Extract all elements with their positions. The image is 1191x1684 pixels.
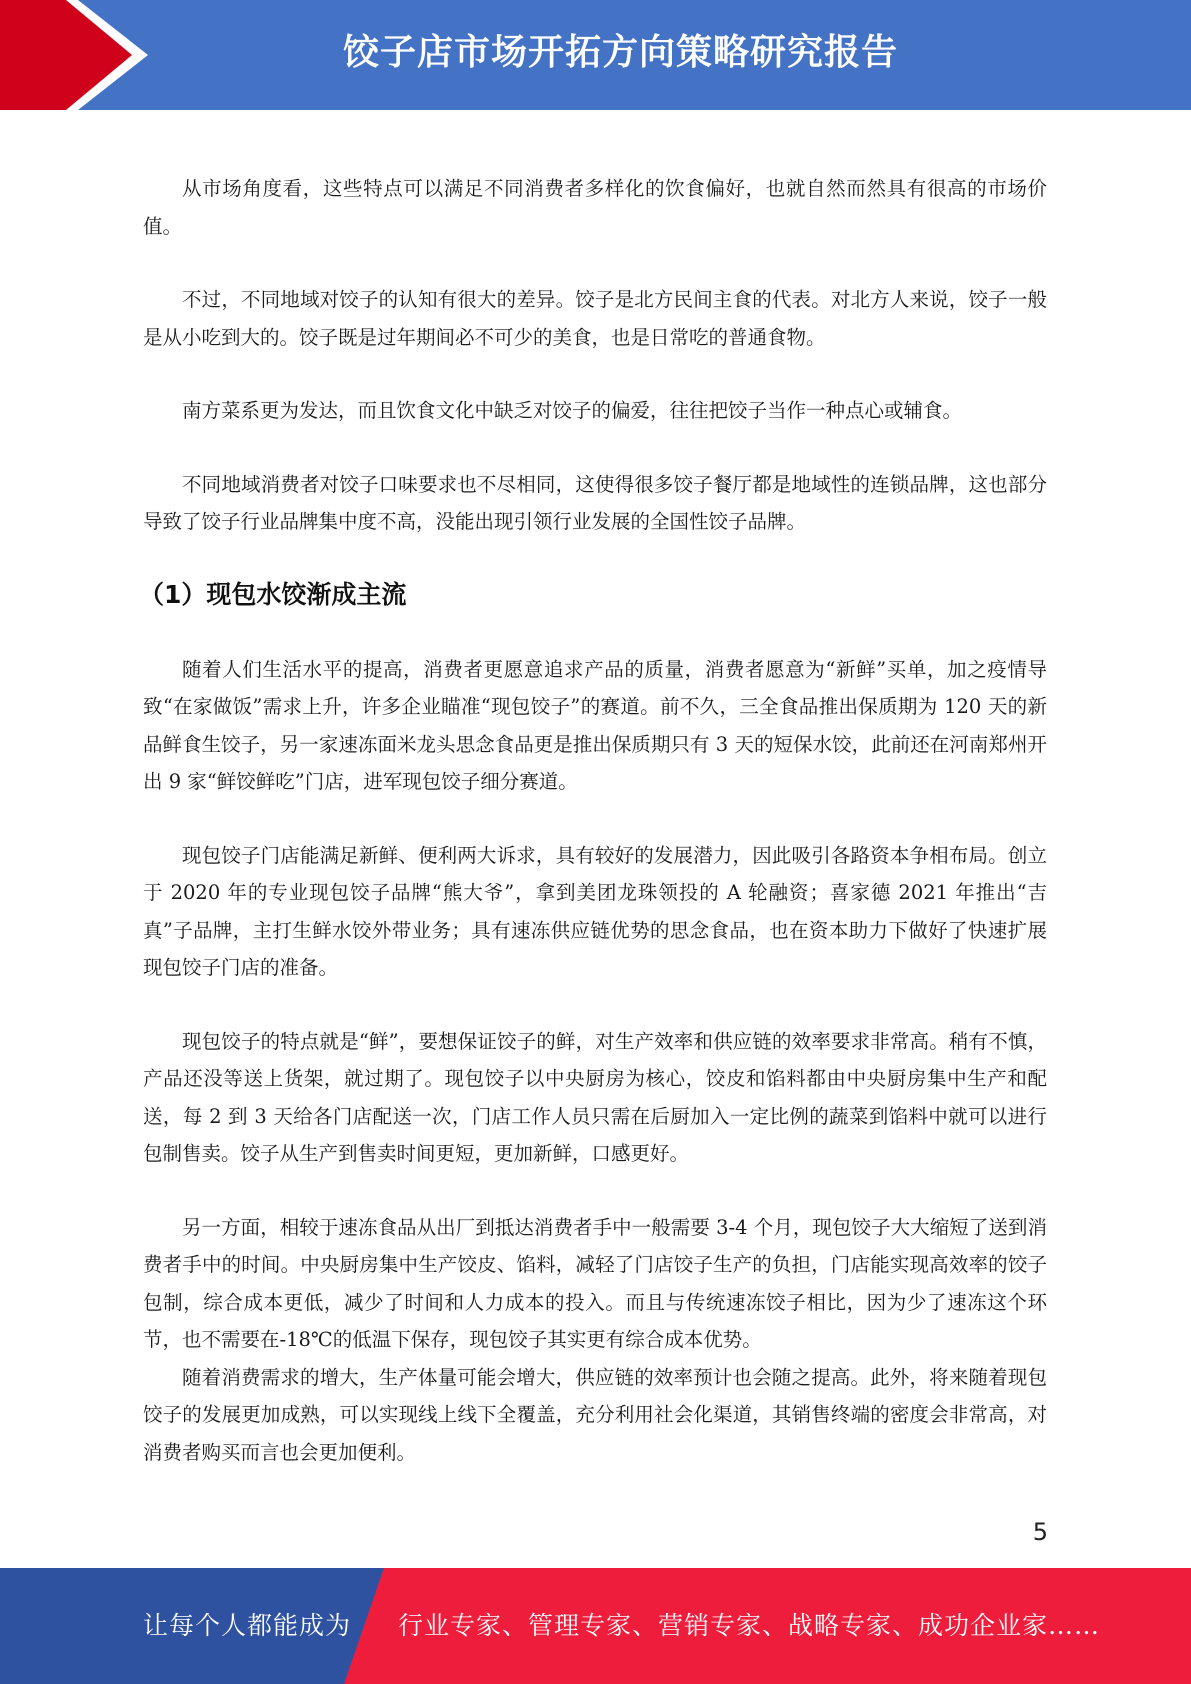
header-banner <box>0 0 1191 110</box>
body-paragraph: 现包饺子的特点就是“鲜”，要想保证饺子的鲜，对生产效率和供应链的效率要求非常高。稍有不慎，产品还没等送上货架，就过期了。现包饺子以中央厨房为核心，饺皮和馅料都由中央厨房集中生产和配送，每 2 到 3 天给各门店配送一次，门店工作人员只需在后厨加入一定比例的蔬菜到馅料中就可以进行包制售卖。饺子从生产到售卖时间更短，更加新鲜，口感更好。 <box>143 1029 1047 1165</box>
footer-slogan-left: 让每个人都能成为 <box>143 1611 352 1640</box>
section-heading: （1）现包水饺渐成主流 <box>139 579 407 609</box>
page-content <box>139 170 1047 1471</box>
page-number: 5 <box>1032 1518 1048 1546</box>
body-paragraph: 从市场角度看，这些特点可以满足不同消费者多样化的饮食偏好，也就自然而然具有很高的市场价值。 <box>143 177 1047 238</box>
body-paragraph: 随着人们生活水平的提高，消费者更愿意追求产品的质量，消费者愿意为“新鲜”买单，加之疫情导致“在家做饭”需求上升，许多企业瞄准“现包饺子”的赛道。前不久，三全食品推出保质期为 120 天的新品鲜食生饺子，另一家速冻面米龙头思念食品更是推出保质期只有 3 天的短保水饺，此前还在河南郑州开出 9 家“鲜饺鲜吃”门店，进军现包饺子细分赛道。 <box>143 657 1047 793</box>
body-paragraph: 南方菜系更为发达，而且饮食文化中缺乏对饺子的偏爱，往往把饺子当作一种点心或辅食。 <box>182 399 963 422</box>
body-paragraph: 不同地域消费者对饺子口味要求也不尽相同，这使得很多饺子餐厅都是地域性的连锁品牌，这也部分导致了饺子行业品牌集中度不高，没能出现引领行业发展的全国性饺子品牌。 <box>143 472 1047 533</box>
body-paragraph: 现包饺子门店能满足新鲜、便利两大诉求，具有较好的发展潜力，因此吸引各路资本争相布局。创立于 2020 年的专业现包饺子品牌“熊大爷”，拿到美团龙珠领投的 A 轮融资；喜家德 2021 年推出“吉真”子品牌，主打生鲜水饺外带业务；具有速冻供应链优势的思念食品，也在资本助力下做好了快速扩展现包饺子门店的准备。 <box>143 843 1047 979</box>
footer-banner <box>0 1568 1191 1684</box>
chevron-arrow-icon <box>0 0 160 110</box>
body-paragraph: 另一方面，相较于速冻食品从出厂到抵达消费者手中一般需要 3-4 个月，现包饺子大大缩短了送到消费者手中的时间。中央厨房集中生产饺皮、馅料，减轻了门店饺子生产的负担，门店能实现高效率的饺子包制，综合成本更低，减少了时间和人力成本的投入。而且与传统速冻饺子相比，因为少了速冻这个环节，也不需要在-18℃的低温下保存，现包饺子其实更有综合成本优势。 <box>143 1215 1047 1351</box>
body-paragraph: 随着消费需求的增大，生产体量可能会增大，供应链的效率预计也会随之提高。此外，将来随着现包饺子的发展更加成熟，可以实现线上线下全覆盖，充分利用社会化渠道，其销售终端的密度会非常高，对消费者购买而言也会更加便利。 <box>143 1365 1047 1464</box>
body-paragraph: 不过，不同地域对饺子的认知有很大的差异。饺子是北方民间主食的代表。对北方人来说，饺子一般是从小吃到大的。饺子既是过年期间必不可少的美食，也是日常吃的普通食物。 <box>143 288 1047 349</box>
footer-slogan-right: 行业专家、管理专家、营销专家、战略专家、成功企业家…… <box>398 1611 1101 1640</box>
report-title: 饺子店市场开拓方向策略研究报告 <box>342 32 898 73</box>
